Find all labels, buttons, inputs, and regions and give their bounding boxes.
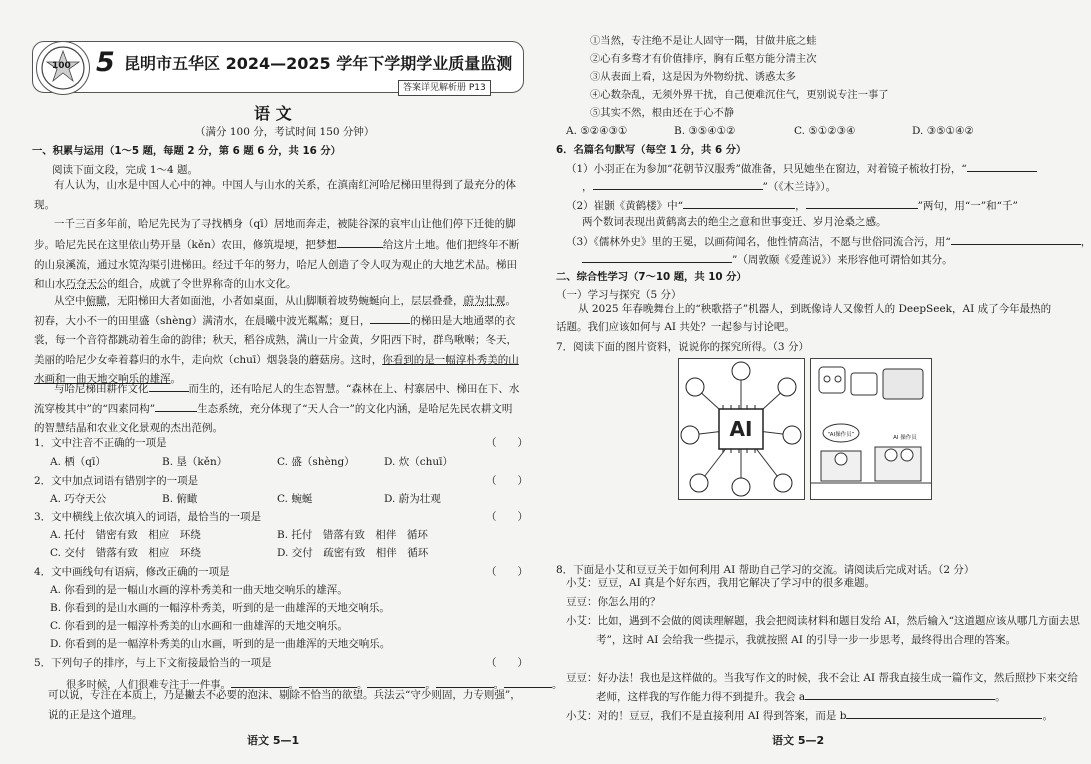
sentence-item-1: ①当然，专注绝不是让人固守一隅，甘做井底之蛙: [590, 35, 817, 47]
dialogue-line-4: 豆豆：好办法！我也是这样做的。当我写作文的时候，我不会让 AI 帮我直接生成一篇作文，然后照抄下来交给老师，这样我的写作能力得不到提升。我会 a 。: [566, 672, 1078, 703]
q6-blank-5[interactable]: [951, 233, 1081, 245]
score-info: （满分 100 分，考试时间 150 分钟）: [195, 126, 375, 138]
q6-blank-6[interactable]: [582, 251, 732, 263]
comprehensive-intro: 从 2025 年春晚舞台上的“秧歌搭子”机器人，到既像诗人又像哲人的 DeepSeek，AI 成了今年最热的话题。我们应该如何与 AI 共处？一起参与讨论吧。: [556, 303, 1052, 333]
q5-option-c[interactable]: C. ⑤①②③④: [794, 125, 856, 137]
svg-text:“AI操作员”: “AI操作员”: [827, 432, 855, 438]
q5-option-a[interactable]: A. ⑤②④③①: [566, 125, 628, 137]
q3-option-c[interactable]: C. 交付 错落有致 相应 环绕: [50, 547, 201, 559]
sentence-item-4: ④心数杂乱，无须外界干扰，自己便难沉住气，更别说专注一事了: [590, 89, 889, 101]
q3-option-d[interactable]: D. 交付 疏密有致 相伴 循环: [277, 547, 429, 559]
q6-part-3-cont: ”（周敦颐《爱莲说》）来形容他可谓恰如其分。: [582, 251, 953, 267]
question-6: 6．名篇名句默写（每空 1 分，共 6 分）: [556, 144, 747, 156]
question-4: 4．文中画线句有语病，修改正确的一项是: [34, 566, 230, 578]
exam-title: 昆明市五华区 2024—2025 学年下学期学业质量监测: [124, 54, 513, 73]
q5-option-d[interactable]: D. ③⑤①④②: [912, 125, 974, 137]
score-badge-icon: [36, 41, 90, 95]
q4-option-c[interactable]: C. 你看到的是一幅淳朴秀美的山水画和一曲雄浑的天地交响乐。: [50, 620, 348, 632]
subsection-1-heading: （一）学习与探究（5 分）: [556, 289, 682, 301]
q3-option-b[interactable]: B. 托付 错落有致 相伴 循环: [277, 529, 428, 541]
dialogue-line-1: 小艾：豆豆，AI 真是个好东西，我用它解决了学习中的很多难题。: [566, 577, 876, 589]
page-footer-right: 语文 5—2: [772, 734, 825, 747]
q6-blank-3[interactable]: [683, 197, 795, 209]
q6-blank-1[interactable]: [967, 160, 1037, 172]
q2-option-b[interactable]: B. 俯瞰: [162, 493, 198, 505]
q2-option-d[interactable]: D. 蔚为壮观: [384, 493, 441, 505]
subject-title: 语 文: [254, 104, 292, 123]
question-8: 8．下面是小艾和豆豆关于如何利用 AI 帮助自己学习的交流。请阅读后完成对话。（2 分）: [556, 564, 975, 576]
dialogue-line-2: 豆豆：你怎么用的？: [566, 596, 661, 608]
q4-option-b[interactable]: B. 你看到的是山水画的一幅淳朴秀美，听到的是一曲雄浑的天地交响乐。: [50, 602, 390, 614]
answer-paren-4[interactable]: （ ）: [486, 566, 528, 578]
section-2-heading: 二、综合性学习（7～10 题，共 10 分）: [556, 271, 747, 283]
sentence-item-2: ②心有多骛才有价值排序，胸有丘壑方能分清主次: [590, 53, 817, 65]
q6-part-1-cont: ， ”（《木兰诗》）。: [582, 178, 836, 194]
sentence-item-3: ③从表面上看，这是因为外物纷扰、诱惑太多: [590, 71, 796, 83]
ai-network-icon: [679, 359, 804, 499]
q6-part-2-cont: 两个数词表现出黄鹤离去的绝尘之意和世事变迁、岁月沧桑之感。: [582, 216, 887, 228]
section-1-heading: 一、积累与运用（1～5 题，每题 2 分，第 6 题 6 分，共 16 分）: [32, 145, 341, 157]
q2-option-c[interactable]: C. 蜿蜒: [277, 493, 313, 505]
q6-blank-2[interactable]: [593, 178, 763, 190]
answer-reference: 答案详见解析册 P13: [398, 80, 491, 96]
question-3: 3．文中横线上依次填入的词语，最恰当的一项是: [34, 511, 262, 523]
dialogue-line-5: 小艾：对的！豆豆，我们不是直接利用 AI 得到答案，而是 b 。: [566, 707, 1056, 726]
q1-option-a[interactable]: A. 栖（qī）: [50, 456, 106, 468]
q5-option-b[interactable]: B. ③⑤④①②: [674, 125, 736, 137]
dialogue-blank-a[interactable]: [805, 688, 995, 700]
reading-intro: 阅读下面文段，完成 1～4 题。: [52, 164, 199, 176]
q6-blank-4[interactable]: [806, 197, 918, 209]
q6-part-2: （2）崔颢《黄鹤楼》中“ ， ”两句，用“一”和“千”: [566, 197, 1018, 213]
question-1: 1．文中注音不正确的一项是: [34, 437, 167, 449]
dialogue-blank-b[interactable]: [846, 707, 1042, 719]
svg-text:AI 操作员: AI 操作员: [893, 435, 917, 441]
q1-option-b[interactable]: B. 垦（kěn）: [162, 456, 228, 468]
passage-paragraph-3: 从空中俯瞰，无阳梯田大者如面池，小者如桌面，从山脚顺着坡势蜿蜒向上，层层叠叠，蔚为壮观。初春，大小不一的田里盛（shèng）满清水，在晨曦中波光粼粼；夏日， 的梯田是大地通翠的衣裳，每一个音符都跳动着生命的韵律；秋天，稻谷成熟，满山一片金黄，夕阳西下时，群鸟啾啭；冬天，美丽的哈尼少女牵着暮归的水牛，走向炊（chuī）烟袅袅的蘑菇房。这时，你看到的是一幅淳朴秀美的山水画和一曲天地交响乐的雄浑。: [34, 295, 519, 385]
dialogue-line-3: 小艾：比如，遇到不会做的阅读理解题，我会把阅读材料和题目发给 AI，然后输入“这道题应该从哪几方面去思考”，这时 AI 会给我一些提示，我就按照 AI 的引导一步一步思考，最终得出合理的答案。: [566, 615, 1080, 646]
q5-follow-text: 可以说，专注在本质上，乃是撇去不必要的泡沫、剔除不恰当的欲望。兵法云“守少则固，力专则强”，说的正是这个道理。: [48, 689, 521, 721]
question-2: 2．文中加点词语有错别字的一项是: [34, 475, 199, 487]
q6-part-1: （1）小羽正在为参加“花朝节汉服秀”做准备，只见她坐在窗边，对着镜子梳妆打扮，“: [566, 160, 1037, 176]
question-5: 5．下列句子的排序，与上下文衔接最恰当的一项是: [34, 657, 272, 669]
q1-option-d[interactable]: D. 炊（chuī）: [384, 456, 453, 468]
page-footer-left: 语文 5—1: [247, 734, 300, 747]
question-7: 7．阅读下面的图片资料，说说你的探究所得。（3 分）: [556, 341, 809, 353]
robot-classroom-icon: [811, 359, 931, 499]
q3-option-a[interactable]: A. 托付 错密有致 相应 环绕: [50, 529, 201, 541]
answer-paren-2[interactable]: （ ）: [486, 475, 528, 487]
q1-option-c[interactable]: C. 盛（shèng）: [277, 456, 355, 468]
answer-paren-5[interactable]: （ ）: [486, 657, 528, 669]
classroom-cartoon: [810, 358, 932, 500]
q2-option-a[interactable]: A. 巧夺天公: [50, 493, 107, 505]
right-page: [540, 0, 1091, 764]
badge-text: 100: [52, 61, 71, 71]
passage-paragraph-4: 与哈尼梯田耕作文化 而生的，还有哈尼人的生态智慧。“森林在上、村寨居中、梯田在下、水流穿梭其中”的“四素同构” 生态系统，充分体现了“天人合一”的文化内涵，是哈尼先民农耕文明的智慧结晶和农业文化景观的杰出范例。: [34, 380, 522, 439]
passage-paragraph-2: 一千三百多年前，哈尼先民为了寻找栖身（qī）居地而奔走，被陡谷深的哀牢山让他们停下迁徙的脚步。哈尼先民在这里依山势开垦（kěn）农田，修筑堤埂，把梦想 给这片土地。他们把终年不断的山泉溪流，通过水笕沟渠引进梯田。经过千年的努力，哈尼人创造了令人叹为观止的大地艺术品。梯田和山水巧夺天公的组合，成就了令世界称奇的山水文化。: [34, 218, 520, 290]
q4-option-a[interactable]: A. 你看到的是一幅山水画的淳朴秀美和一曲天地交响乐的雄浑。: [50, 584, 348, 596]
exam-number: 5: [96, 47, 115, 78]
sentence-item-5: ⑤其实不然，根由还在于心不静: [590, 107, 735, 119]
answer-paren-1[interactable]: （ ）: [486, 437, 528, 449]
ai-chip-illustration: [678, 358, 805, 500]
svg-text:AI: AI: [729, 417, 753, 441]
q4-option-d[interactable]: D. 你看到的是一幅淳朴秀美的山水画，听到的是一曲雄浑的天地交响乐。: [50, 638, 391, 650]
q5-lead-sentence: 很多时候，人们很难专注于一件事。 。 。 。 。 。: [66, 676, 562, 692]
q6-part-3: （3）《儒林外史》里的王冕，以画荷闻名，他性情高洁，不愿与世俗同流合污，用“ ，: [566, 233, 1091, 249]
answer-paren-3[interactable]: （ ）: [486, 511, 528, 523]
passage-paragraph-1: 有人认为，山水是中国人心中的神。中国人与山水的关系，在滇南红河哈尼梯田里得到了最充分的体现。: [34, 179, 516, 211]
